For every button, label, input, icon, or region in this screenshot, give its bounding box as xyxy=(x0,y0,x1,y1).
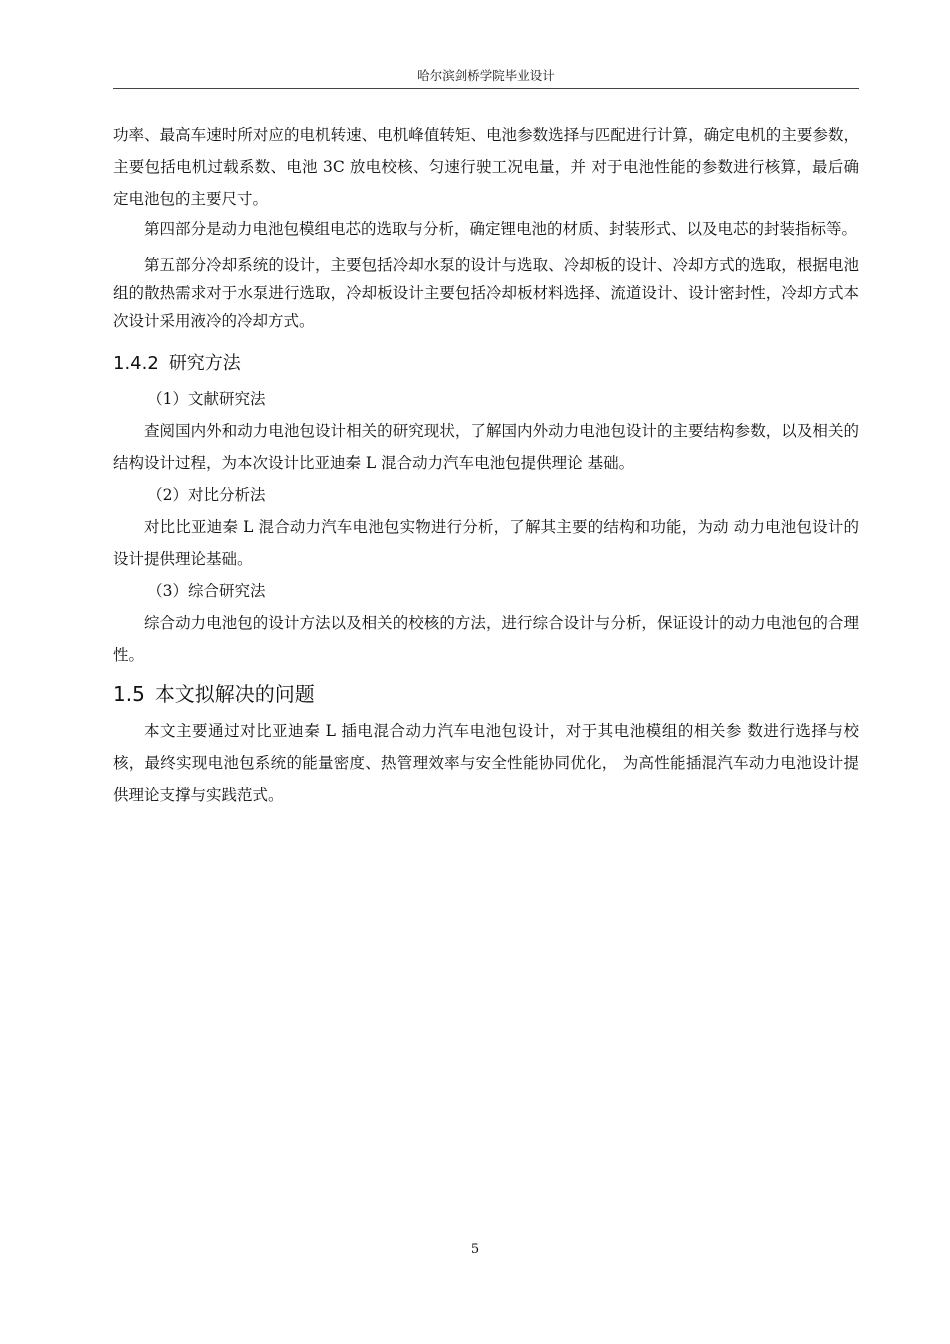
section-heading-1-5 xyxy=(113,677,859,711)
header-title: 哈尔滨剑桥学院毕业设计 xyxy=(417,68,555,83)
section-title: 研究方法 xyxy=(168,353,241,374)
method-item-comprehensive: （3）综合研究法 xyxy=(147,582,266,600)
page-header xyxy=(113,66,859,89)
section-number: 1.5 xyxy=(113,682,145,706)
method-item-comparison: （2）对比分析法 xyxy=(147,486,266,504)
section-title: 本文拟解决的问题 xyxy=(154,682,315,706)
paragraph-calculation-summary: 功率、最高车速时所对应的电机转速、电机峰值转矩、电池参数选择与匹配进行计算，确定电机的主要参数，主要包括电机过载系数、电池 3C 放电校核、匀速行驶工况电量，并 对于电池性能的参数进行核算，最后确定电池包的主要尺寸。 xyxy=(113,126,859,208)
paragraph-comparison-method: 对比比亚迪秦 L 混合动力汽车电池包实物进行分析，了解其主要的结构和功能，为动 动力电池包设计的设计提供理论基础。 xyxy=(113,518,859,568)
page-number: 5 xyxy=(470,1242,480,1257)
section-heading-1-4-2 xyxy=(113,349,859,379)
paragraph-problem-statement: 本文主要通过对比亚迪秦 L 插电混合动力汽车电池包设计，对于其电池模组的相关参 数进行选择与校核，最终实现电池包系统的能量密度、热管理效率与安全性能协同优化， 为高性能插混汽车动力电池设计提供理论支撑与实践范式。 xyxy=(113,722,859,804)
paragraph-part-four: 第四部分是动力电池包模组电芯的选取与分析，确定锂电池的材质、封装形式、以及电芯的封装指标等。 xyxy=(144,220,858,238)
method-item-literature: （1）文献研究法 xyxy=(147,390,266,408)
paragraph-part-five: 第五部分冷却系统的设计，主要包括冷却水泵的设计与选取、冷却板的设计、冷却方式的选取，根据电池组的散热需求对于水泵进行选取，冷却板设计主要包括冷却板材料选择、流道设计、设计密封性，冷却方式本次设计采用液冷的冷却方式。 xyxy=(113,256,859,330)
paragraph-comprehensive-method: 综合动力电池包的设计方法以及相关的校核的方法，进行综合设计与分析，保证设计的动力电池包的合理性。 xyxy=(113,614,859,664)
paragraph-literature-method: 查阅国内外和动力电池包设计相关的研究现状，了解国内外动力电池包设计的主要结构参数，以及相关的结构设计过程，为本次设计比亚迪秦 L 混合动力汽车电池包提供理论 基础。 xyxy=(113,422,859,472)
document-body xyxy=(113,119,859,811)
section-number: 1.4.2 xyxy=(113,353,159,374)
